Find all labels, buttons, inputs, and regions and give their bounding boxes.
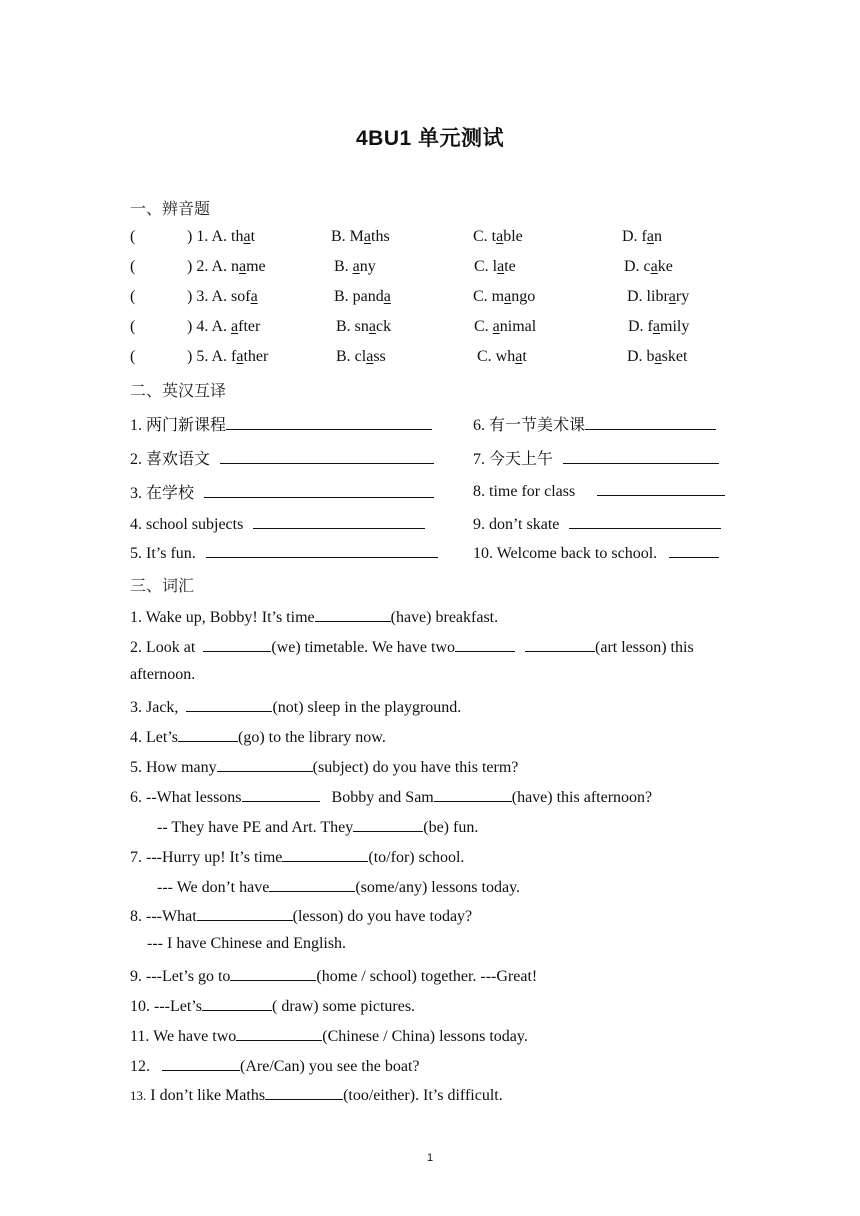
answer-blank[interactable]: [253, 513, 425, 529]
answer-blank[interactable]: [220, 448, 434, 464]
phonics-option-d: D. basket: [627, 348, 688, 365]
phonics-option-b: B. panda: [334, 288, 391, 305]
page-number: 1: [426, 1152, 434, 1164]
vocab-question-13: 13. I don’t like Maths (too/either). It’s difficult.: [130, 1084, 503, 1105]
answer-bracket[interactable]: (: [130, 258, 136, 275]
phonics-option-d: D. fan: [622, 228, 662, 245]
answer-blank[interactable]: [455, 636, 515, 652]
answer-blank[interactable]: [217, 756, 313, 772]
answer-blank[interactable]: [204, 482, 434, 498]
vocab-question-7: 7. ---Hurry up! It’s time (to/for) school.: [130, 846, 464, 867]
vocab-question-8: 8. ---What (lesson) do you have today?: [130, 905, 472, 926]
phonics-option-b: B. class: [336, 348, 386, 365]
translate-item: 2. 喜欢语文: [130, 446, 434, 469]
phonics-option-d: D. cake: [624, 258, 673, 275]
answer-bracket[interactable]: (: [130, 288, 136, 305]
answer-blank[interactable]: [669, 542, 719, 558]
phonics-option-b: B. any: [334, 258, 376, 275]
phonics-option-c: C. table: [473, 228, 523, 245]
answer-blank[interactable]: [434, 786, 512, 802]
answer-blank[interactable]: [236, 1025, 322, 1041]
answer-blank[interactable]: [203, 636, 271, 652]
answer-blank[interactable]: [585, 414, 716, 430]
phonics-option-c: C. mango: [473, 288, 536, 305]
phonics-option-d: D. library: [627, 288, 690, 305]
answer-blank[interactable]: [569, 513, 721, 529]
phonics-option-b: B. Maths: [331, 228, 390, 245]
answer-bracket[interactable]: (: [130, 318, 136, 335]
section-heading-phonics: 一、辨音题: [130, 199, 211, 218]
phonics-option-a: ) 3. A. sofa: [187, 288, 258, 305]
translate-item: 1. 两门新课程: [130, 412, 432, 435]
answer-blank[interactable]: [162, 1055, 240, 1071]
vocab-question-7-answer: --- We don’t have (some/any) lessons today.: [157, 876, 520, 897]
answer-blank[interactable]: [202, 995, 272, 1011]
answer-blank[interactable]: [197, 905, 293, 921]
answer-blank[interactable]: [186, 696, 272, 712]
translate-item: 4. school subjects: [130, 513, 425, 534]
vocab-question-6: 6. --What lessons Bobby and Sam (have) this afternoon?: [130, 786, 652, 807]
translate-item: 7. 今天上午: [473, 446, 719, 469]
phonics-option-c: C. what: [477, 348, 527, 365]
answer-blank[interactable]: [597, 480, 725, 496]
page-title: 4BU1 单元测试: [355, 127, 505, 150]
vocab-question-10: 10. ---Let’s ( draw) some pictures.: [130, 995, 415, 1016]
phonics-option-b: B. snack: [336, 318, 392, 335]
phonics-option-c: C. animal: [474, 318, 537, 335]
answer-bracket[interactable]: (: [130, 228, 136, 245]
vocab-question-9: 9. ---Let’s go to (home / school) together. ---Great!: [130, 965, 537, 986]
phonics-option-a: ) 4. A. after: [187, 318, 261, 335]
answer-blank[interactable]: [178, 726, 238, 742]
answer-blank[interactable]: [265, 1084, 343, 1100]
answer-blank[interactable]: [230, 965, 316, 981]
vocab-question-1: 1. Wake up, Bobby! It’s time (have) breakfast.: [130, 606, 498, 627]
section-heading-translation: 二、英汉互译: [130, 381, 227, 400]
answer-blank[interactable]: [242, 786, 320, 802]
vocab-question-6-answer: -- They have PE and Art. They (be) fun.: [157, 816, 478, 837]
vocab-question-12: 12. (Are/Can) you see the boat?: [130, 1055, 419, 1076]
vocab-question-4: 4. Let’s (go) to the library now.: [130, 726, 386, 747]
vocab-question-11: 11. We have two (Chinese / China) lessons today.: [130, 1025, 528, 1046]
section-heading-vocabulary: 三、词汇: [130, 576, 195, 595]
phonics-option-a: ) 5. A. father: [187, 348, 269, 365]
translate-item: 10. Welcome back to school.: [473, 542, 719, 563]
answer-blank[interactable]: [315, 606, 391, 622]
vocab-question-2-cont: afternoon.: [130, 666, 196, 683]
answer-blank[interactable]: [353, 816, 423, 832]
translate-item: 5. It’s fun.: [130, 542, 438, 563]
answer-blank[interactable]: [269, 876, 355, 892]
answer-blank[interactable]: [525, 636, 595, 652]
translate-item: 9. don’t skate: [473, 513, 721, 534]
answer-blank[interactable]: [226, 414, 432, 430]
translate-item: 3. 在学校: [130, 480, 434, 503]
vocab-question-5: 5. How many (subject) do you have this term?: [130, 756, 518, 777]
vocab-question-2: 2. Look at (we) timetable. We have two (art lesson) this: [130, 636, 694, 657]
phonics-option-a: ) 1. A. that: [187, 228, 256, 245]
answer-bracket[interactable]: (: [130, 348, 136, 365]
phonics-option-a: ) 2. A. name: [187, 258, 266, 275]
translate-item: 8. time for class: [473, 480, 725, 501]
answer-blank[interactable]: [206, 542, 438, 558]
phonics-option-d: D. family: [628, 318, 690, 335]
vocab-question-3: 3. Jack, (not) sleep in the playground.: [130, 696, 461, 717]
answer-blank[interactable]: [282, 846, 368, 862]
vocab-question-8-answer: --- I have Chinese and English.: [147, 935, 347, 952]
translate-item: 6. 有一节美术课: [473, 412, 716, 435]
phonics-option-c: C. late: [474, 258, 516, 275]
answer-blank[interactable]: [563, 448, 719, 464]
